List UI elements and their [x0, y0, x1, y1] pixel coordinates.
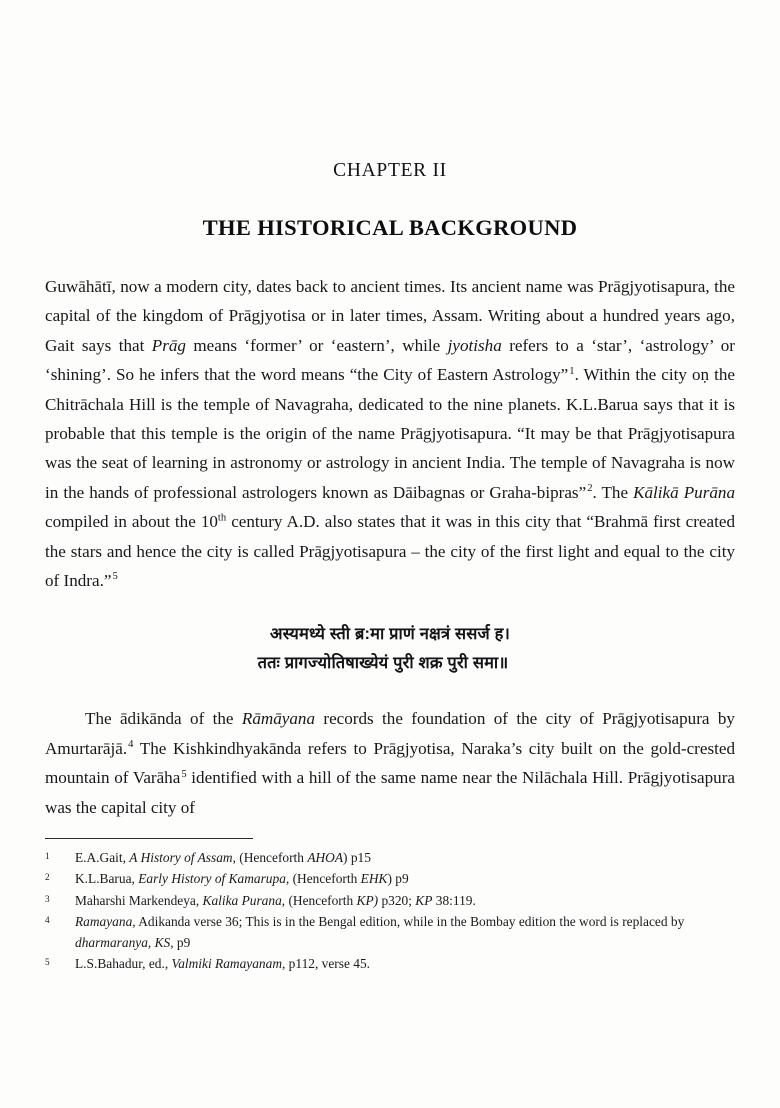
p1-italic-jyotisha: jyotisha	[447, 335, 502, 355]
fn4-italic-title: Ramayana,	[75, 914, 136, 930]
fn3-italic-title: Kalika Purana	[202, 892, 282, 908]
p1-seg-5: . The	[592, 482, 634, 502]
fn3-seg-3: p320;	[378, 892, 416, 908]
footnote-number: 4	[45, 915, 50, 926]
fn5-italic-title: Valmiki Ramayanam	[171, 956, 282, 972]
body-paragraph-2	[45, 704, 735, 822]
fn1-italic-abbrev: AHOA	[307, 850, 344, 865]
footnote-text	[75, 954, 735, 974]
p2-seg-2: records the foundation of the city of Prāgjyotisapura by Amurtarājā.	[45, 709, 735, 758]
fn1-italic-title: A History of Assam	[129, 850, 233, 865]
p1-seg-3: refers to a ‘star’, ‘astrology’ or ‘shining’. So he infers that the word means “the City of Eastern Astrology”	[45, 335, 736, 385]
footnotes-section	[45, 838, 735, 975]
p1-seg-6: compiled in about the 10	[45, 512, 218, 532]
fn2-seg-2: (Henceforth	[289, 871, 361, 887]
footnote-marker-3: 5	[112, 571, 118, 583]
footnote-number: 1	[45, 851, 50, 861]
page-content	[45, 0, 735, 822]
footnote-item	[45, 912, 735, 953]
footnote-item	[45, 891, 735, 911]
p1-seg-2: means ‘former’ or ‘eastern’, while	[185, 335, 448, 355]
sanskrit-verse	[45, 621, 735, 676]
p1-seg-4: . Within the city oṇ the Chitrāchala Hill is the temple of Navagraha, dedicated to the nine planets. K.L.Barua says that it is probable that this temple is the origin of the name Prāgjyotisapura. “It may be that Prāgjyotisapura was the seat of learning in astronomy or astrology in ancient India. The temple of Navagraha is now in the hands of professional astrologers known as Dāibagnas or Graha-bipras”	[45, 365, 735, 502]
footnote-marker-2: 2	[587, 483, 593, 495]
fn5-seg-1: L.S.Bahadur, ed.,	[75, 956, 172, 972]
fn3-seg-4: 38:119.	[432, 892, 476, 908]
fn1-seg-3: ) p15	[343, 850, 371, 865]
fn2-seg-3: ) p9	[387, 871, 409, 887]
p1-italic-kalika-purana: Kālikā Purāna	[633, 482, 736, 502]
fn4-seg-2: , p9	[170, 934, 191, 950]
p2-seg-4: identified with a hill of the same name near the Nilāchala Hill. Prāgjyotisapura was the capital city of	[45, 768, 736, 817]
fn4-seg-1: Adikanda verse 36; This is in the Bengal edition, while in the Bombay edition the word is replaced by	[135, 914, 685, 930]
p2-seg-3: The Kishkindhyakānda refers to Prāgjyotisa, Naraka’s city built on the gold-crested mountain of Varāha	[45, 738, 735, 788]
body-paragraph-1	[45, 272, 735, 595]
verse-line-1: अस्यमध्ये स्ती ब्र:मा प्राणं नक्षत्रं ससर्ज ह।	[270, 625, 510, 644]
footnote-marker-4: 4	[128, 739, 134, 751]
p1-italic-prag: Prāg	[151, 335, 186, 355]
footnote-marker-5: 5	[181, 768, 187, 780]
footnote-number: 3	[45, 893, 50, 904]
footnote-item	[45, 954, 735, 974]
footnote-separator-rule	[45, 838, 253, 839]
footnote-text	[75, 891, 735, 911]
footnote-number: 5	[45, 957, 50, 968]
fn4-italic-term: dharmaranya, KS	[75, 934, 171, 950]
fn3-seg-1: Maharshi Markendeya,	[75, 892, 203, 908]
footnote-item	[45, 869, 735, 889]
chapter-label: CHAPTER II	[333, 160, 447, 181]
body-paragraph-2-container	[45, 704, 735, 822]
footnote-number: 2	[45, 872, 50, 883]
fn2-italic-abbrev: EHK	[360, 871, 388, 887]
page-title: THE HISTORICAL BACKGROUND	[202, 215, 578, 240]
p1-seg-1: Guwāhātī, now a modern city, dates back to ancient times. Its ancient name was Prāgjyotisapura, the capital of the kingdom of Prāgjyotisa or in later times, Assam. Writing about a hundred years ago, Gait says that	[45, 277, 735, 355]
body-paragraph-1-container	[45, 272, 735, 595]
fn3-italic-abbrev: KP)	[356, 892, 379, 908]
footnote-marker-1: 1	[569, 365, 575, 377]
footnote-text	[75, 848, 735, 868]
p2-seg-1: The ādikānda of the	[85, 709, 242, 729]
fn2-italic-title: Early History of Kamarupa,	[138, 871, 290, 887]
verse-line-2: ततः प्रागज्योतिषाख्येयं पुरी शक्र पुरी समा॥	[257, 654, 509, 673]
footnote-text	[75, 869, 735, 889]
fn3-italic-abbrev-2: KP	[415, 892, 433, 908]
fn1-seg-2: , (Henceforth	[232, 850, 308, 865]
fn2-seg-1: K.L.Barua,	[75, 871, 139, 887]
p2-italic-ramayana: Rāmāyana	[241, 709, 315, 729]
ordinal-suffix-th: th	[217, 512, 227, 524]
footnote-text	[75, 912, 735, 953]
fn3-seg-2: , (Henceforth	[281, 892, 357, 908]
fn5-seg-2: , p112, verse 45.	[281, 956, 370, 972]
fn1-seg-1: E.A.Gait,	[75, 850, 130, 865]
p1-seg-7: century A.D. also states that it was in this city that “Brahmā first created the stars and hence the city is called Prāgjyotisapura – the city of the first light and equal to the city of Indra.”	[45, 512, 735, 591]
footnote-item	[45, 848, 735, 868]
